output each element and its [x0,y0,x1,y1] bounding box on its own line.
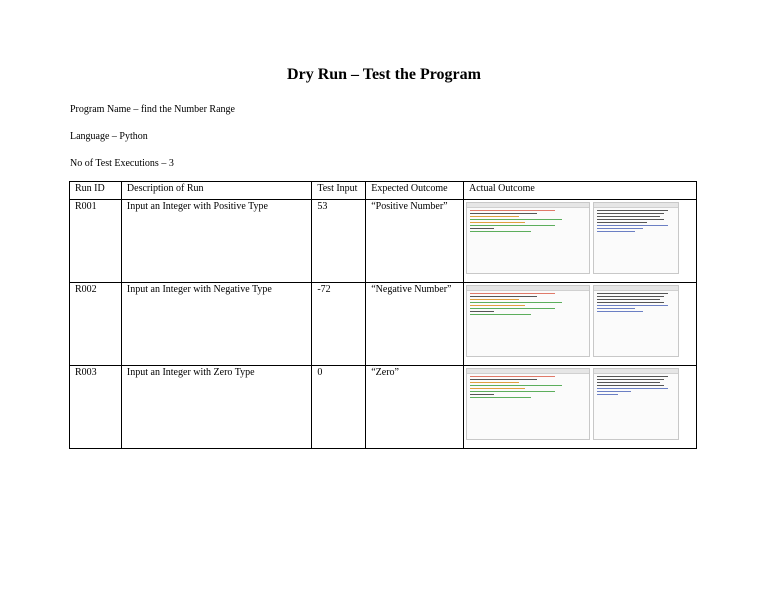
header-expected-outcome: Expected Outcome [366,182,464,200]
run-id: R001 [70,200,122,283]
run-id: R002 [70,283,122,366]
output-screenshot [466,368,691,440]
header-actual-outcome: Actual Outcome [464,182,697,200]
expected-outcome: “Zero” [366,366,464,449]
program-name: Program Name – find the Number Range [70,104,235,115]
python-shell-thumbnail [593,285,679,357]
actual-outcome [464,283,697,366]
python-shell-thumbnail [593,368,679,440]
page-title: Dry Run – Test the Program [287,66,481,83]
table-row [70,283,697,366]
code-editor-thumbnail [466,285,590,357]
header-description: Description of Run [121,182,311,200]
actual-outcome [464,366,697,449]
python-shell-thumbnail [593,202,679,274]
output-screenshot [466,285,691,357]
table-header-row [70,182,697,200]
table-row [70,366,697,449]
header-run-id: Run ID [70,182,122,200]
run-description: Input an Integer with Zero Type [121,366,311,449]
run-id: R003 [70,366,122,449]
test-input: 53 [312,200,366,283]
language: Language – Python [70,131,148,142]
test-input: -72 [312,283,366,366]
test-run-table [69,181,697,449]
table-row [70,200,697,283]
run-description: Input an Integer with Negative Type [121,283,311,366]
actual-outcome [464,200,697,283]
test-executions: No of Test Executions – 3 [70,158,174,169]
expected-outcome: “Positive Number” [366,200,464,283]
header-test-input: Test Input [312,182,366,200]
test-input: 0 [312,366,366,449]
code-editor-thumbnail [466,368,590,440]
expected-outcome: “Negative Number” [366,283,464,366]
code-editor-thumbnail [466,202,590,274]
output-screenshot [466,202,691,274]
run-description: Input an Integer with Positive Type [121,200,311,283]
